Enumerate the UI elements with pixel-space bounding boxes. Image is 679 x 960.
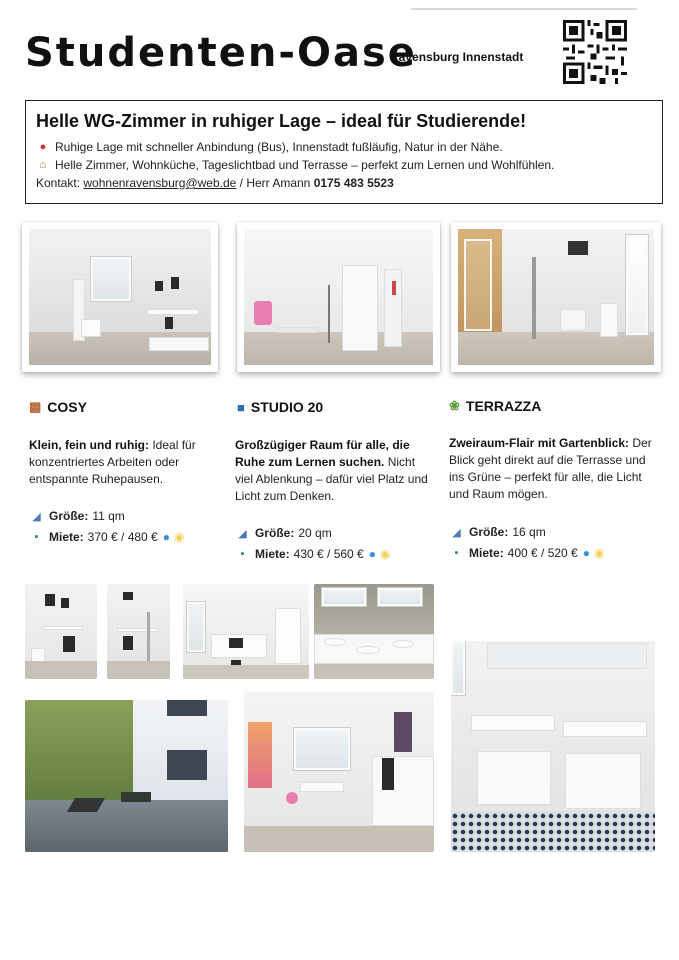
- book-icon: ■: [237, 399, 245, 415]
- ruler-icon: ◢: [32, 510, 41, 523]
- water-drop-icon: ●: [368, 547, 376, 561]
- info-line-contact: [36, 174, 652, 192]
- size-terrazza: [449, 525, 546, 539]
- money-icon: ▪: [34, 531, 39, 543]
- gallery-photo-living-kitchen: [244, 692, 434, 852]
- size-value: 20 qm: [298, 526, 332, 540]
- size-label: Größe:: [255, 526, 295, 540]
- info-line-features: [36, 156, 652, 174]
- room-name: STUDIO 20: [250, 399, 324, 415]
- size-cosy: [29, 509, 125, 523]
- rent-label: Miete:: [49, 530, 84, 544]
- ruler-icon: ◢: [238, 527, 247, 540]
- room-photo-terrazza: [451, 222, 661, 372]
- room-desc-terrazza: [449, 435, 664, 503]
- contact-name: / Herr Amann: [236, 176, 314, 190]
- qr-code-icon[interactable]: [563, 20, 627, 84]
- rent-label: Miete:: [255, 547, 290, 561]
- room-desc-text: Nicht viel Ablenkung – dafür viel Platz und Licht zum Denken.: [235, 455, 428, 503]
- size-label: Größe:: [469, 525, 509, 539]
- pin-icon: ●: [39, 141, 47, 153]
- water-drop-icon: ●: [162, 530, 170, 544]
- rent-label: Miete:: [469, 546, 504, 560]
- light-bulb-icon: ◉: [173, 530, 185, 544]
- size-value: 11 qm: [92, 509, 125, 523]
- room-title-studio20: [237, 399, 323, 415]
- size-studio20: [235, 526, 332, 540]
- gallery-photo-terrace: [25, 700, 228, 852]
- rent-value: 430 € / 560 €: [293, 547, 364, 561]
- contact-phone[interactable]: 0175 483 5523: [313, 176, 394, 190]
- info-box: [25, 100, 663, 204]
- top-divider: [411, 8, 637, 10]
- rent-terrazza: [449, 546, 604, 560]
- money-icon: ▪: [240, 548, 245, 560]
- info-location-text: Ruhige Lage mit schneller Anbindung (Bus), Innenstadt fußläufig, Natur in der Nähe.: [55, 140, 503, 154]
- room-lead: Großzügiger Raum für alle, die Ruhe zum Lernen suchen.: [235, 438, 410, 469]
- house-icon: ⌂: [39, 159, 47, 171]
- page-title: Studenten-Oase: [25, 30, 417, 76]
- contact-label: Kontakt:: [36, 176, 81, 190]
- room-desc-cosy: [29, 437, 221, 488]
- info-line-location: [36, 138, 652, 156]
- room-desc-text: Ideal für konzentriertes Arbeiten oder entspannte Ruhepausen.: [29, 438, 196, 486]
- gallery-photo-bathroom: [451, 641, 655, 852]
- room-photo-studio20: [237, 222, 440, 372]
- light-bulb-icon: ◉: [593, 546, 605, 560]
- room-desc-text: Der Blick geht direkt auf die Terrasse und ins Grüne – perfekt für alle, die Licht und Raum mögen.: [449, 436, 652, 501]
- room-name: COSY: [47, 399, 87, 415]
- headline: Helle WG-Zimmer in ruhiger Lage – ideal für Studierende!: [36, 111, 527, 131]
- rent-value: 400 € / 520 €: [507, 546, 578, 560]
- info-features-text: Helle Zimmer, Wohnküche, Tageslichtbad und Terrasse – perfekt zum Lernen und Wohlfühlen.: [55, 158, 555, 172]
- bed-icon: ▩: [29, 399, 42, 414]
- money-icon: ▪: [454, 547, 459, 559]
- room-title-cosy: [29, 399, 87, 415]
- gallery-photo-corner: [107, 584, 170, 679]
- contact-email-link[interactable]: wohnenravensburg@web.de: [83, 176, 237, 190]
- room-title-terrazza: [449, 398, 541, 414]
- room-photo-cosy: [22, 222, 218, 372]
- size-value: 16 qm: [512, 525, 546, 539]
- location-label: Ravensburg Innenstadt: [390, 50, 524, 64]
- ruler-icon: ◢: [452, 526, 461, 539]
- rent-studio20: [235, 547, 390, 561]
- light-bulb-icon: ◉: [379, 547, 391, 561]
- gallery-photo-kitchen: [183, 584, 309, 679]
- room-desc-studio20: [235, 437, 435, 505]
- gallery-photo-dining: [314, 584, 434, 679]
- room-name: TERRAZZA: [465, 398, 542, 414]
- room-lead: Zweiraum-Flair mit Gartenblick:: [449, 436, 630, 450]
- room-lead: Klein, fein und ruhig:: [29, 438, 149, 452]
- leaf-icon: ❀: [449, 398, 460, 413]
- rent-cosy: [29, 530, 184, 544]
- rent-value: 370 € / 480 €: [87, 530, 158, 544]
- size-label: Größe:: [49, 509, 89, 523]
- gallery-photo-desk: [25, 584, 97, 679]
- water-drop-icon: ●: [582, 546, 590, 560]
